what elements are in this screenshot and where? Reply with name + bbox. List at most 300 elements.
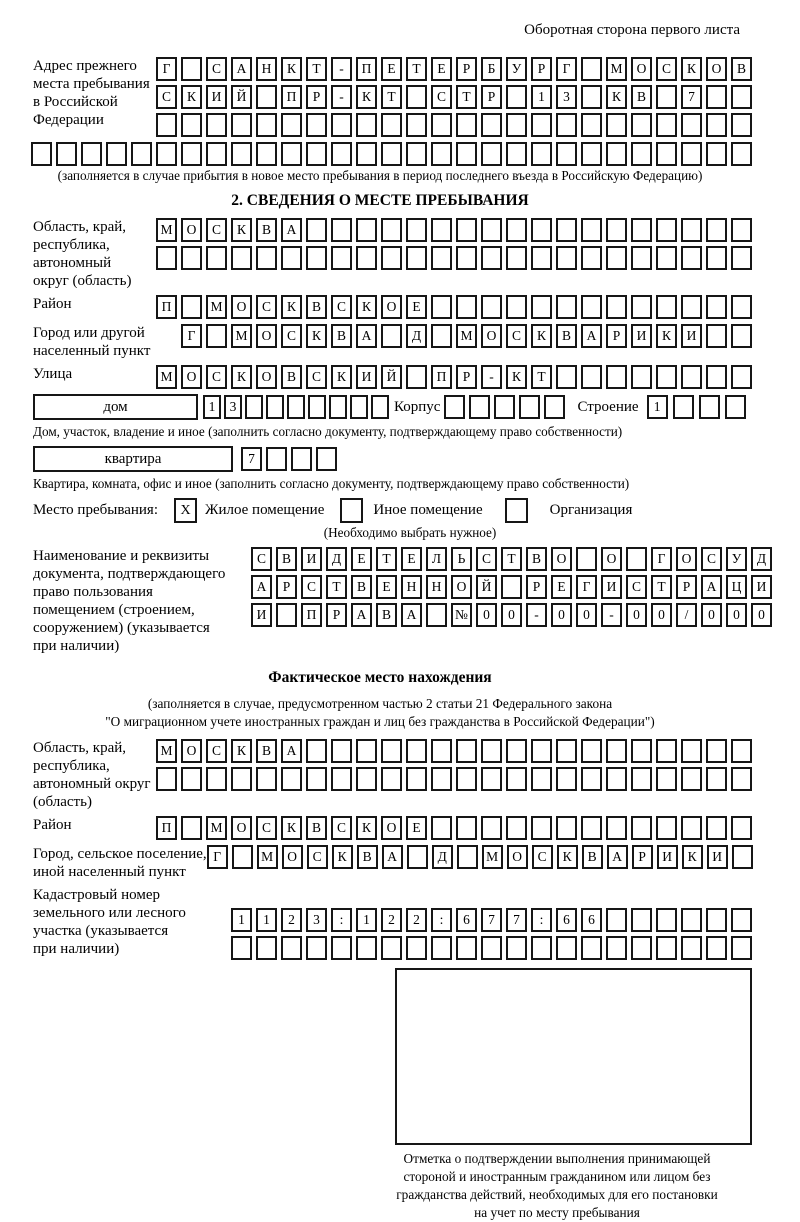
char-cell[interactable]: П xyxy=(431,365,452,389)
char-cell[interactable]: О xyxy=(181,365,202,389)
char-cell[interactable]: В xyxy=(582,845,603,869)
char-cell[interactable] xyxy=(556,246,577,270)
char-cell[interactable]: В xyxy=(731,57,752,81)
char-cell[interactable]: К xyxy=(531,324,552,348)
char-cell[interactable] xyxy=(506,113,527,137)
char-cell[interactable] xyxy=(481,739,502,763)
char-cell[interactable]: 0 xyxy=(626,603,647,627)
char-cell[interactable]: А xyxy=(231,57,252,81)
char-cell[interactable] xyxy=(581,246,602,270)
char-cell[interactable] xyxy=(506,85,527,109)
char-cell[interactable] xyxy=(581,739,602,763)
char-cell[interactable] xyxy=(731,365,752,389)
char-cell[interactable] xyxy=(481,767,502,791)
char-cell[interactable]: 2 xyxy=(281,908,302,932)
char-cell[interactable]: О xyxy=(451,575,472,599)
char-cell[interactable] xyxy=(731,324,752,348)
char-cell[interactable]: К xyxy=(281,816,302,840)
char-cell[interactable] xyxy=(631,142,652,166)
char-cell[interactable] xyxy=(531,936,552,960)
char-cell[interactable]: Е xyxy=(406,816,427,840)
char-cell[interactable] xyxy=(231,113,252,137)
char-cell[interactable]: С xyxy=(256,816,277,840)
char-cell[interactable]: Р xyxy=(276,575,297,599)
char-cell[interactable] xyxy=(206,142,227,166)
char-cell[interactable] xyxy=(431,816,452,840)
char-cell[interactable]: С xyxy=(301,575,322,599)
char-cell[interactable]: Р xyxy=(456,365,477,389)
char-cell[interactable]: Е xyxy=(351,547,372,571)
char-cell[interactable] xyxy=(606,739,627,763)
char-cell[interactable] xyxy=(681,767,702,791)
char-cell[interactable]: С xyxy=(306,365,327,389)
char-cell[interactable] xyxy=(681,113,702,137)
char-cell[interactable]: В xyxy=(376,603,397,627)
char-cell[interactable] xyxy=(631,816,652,840)
char-cell[interactable]: С xyxy=(532,845,553,869)
char-cell[interactable]: Т xyxy=(381,85,402,109)
char-cell[interactable] xyxy=(456,113,477,137)
char-cell[interactable] xyxy=(556,739,577,763)
char-cell[interactable] xyxy=(631,767,652,791)
char-cell[interactable] xyxy=(656,908,677,932)
char-cell[interactable] xyxy=(706,908,727,932)
char-cell[interactable] xyxy=(731,218,752,242)
char-cell[interactable] xyxy=(231,142,252,166)
char-cell[interactable] xyxy=(281,767,302,791)
char-cell[interactable] xyxy=(706,246,727,270)
char-cell[interactable] xyxy=(31,142,52,166)
char-cell[interactable]: И xyxy=(631,324,652,348)
char-cell[interactable] xyxy=(232,845,253,869)
char-cell[interactable]: С xyxy=(256,295,277,319)
char-cell[interactable]: К xyxy=(331,365,352,389)
char-cell[interactable] xyxy=(356,142,377,166)
char-cell[interactable] xyxy=(731,142,752,166)
char-cell[interactable] xyxy=(706,936,727,960)
char-cell[interactable]: П xyxy=(156,295,177,319)
char-cell[interactable] xyxy=(706,142,727,166)
char-cell[interactable] xyxy=(331,936,352,960)
char-cell[interactable] xyxy=(581,295,602,319)
char-cell[interactable]: К xyxy=(231,365,252,389)
char-cell[interactable]: Д xyxy=(406,324,427,348)
char-cell[interactable] xyxy=(681,218,702,242)
char-cell[interactable]: - xyxy=(331,85,352,109)
char-cell[interactable] xyxy=(181,295,202,319)
char-cell[interactable]: М xyxy=(156,365,177,389)
char-cell[interactable] xyxy=(331,246,352,270)
char-cell[interactable]: Р xyxy=(632,845,653,869)
char-cell[interactable] xyxy=(581,113,602,137)
char-cell[interactable]: О xyxy=(507,845,528,869)
char-cell[interactable]: - xyxy=(481,365,502,389)
char-cell[interactable] xyxy=(656,295,677,319)
char-cell[interactable] xyxy=(308,395,326,419)
char-cell[interactable]: П xyxy=(281,85,302,109)
house-type-box[interactable]: дом xyxy=(33,394,198,420)
char-cell[interactable]: Т xyxy=(306,57,327,81)
char-cell[interactable]: В xyxy=(276,547,297,571)
char-cell[interactable] xyxy=(606,767,627,791)
char-cell[interactable] xyxy=(731,767,752,791)
char-cell[interactable] xyxy=(181,246,202,270)
char-cell[interactable] xyxy=(581,218,602,242)
char-cell[interactable] xyxy=(381,218,402,242)
char-cell[interactable] xyxy=(656,246,677,270)
char-cell[interactable]: А xyxy=(281,218,302,242)
char-cell[interactable] xyxy=(306,218,327,242)
char-cell[interactable]: В xyxy=(281,365,302,389)
char-cell[interactable] xyxy=(656,767,677,791)
char-cell[interactable] xyxy=(356,218,377,242)
char-cell[interactable] xyxy=(431,142,452,166)
char-cell[interactable] xyxy=(631,908,652,932)
char-cell[interactable] xyxy=(469,395,490,419)
char-cell[interactable] xyxy=(306,936,327,960)
char-cell[interactable] xyxy=(431,295,452,319)
char-cell[interactable]: О xyxy=(231,295,252,319)
char-cell[interactable] xyxy=(606,218,627,242)
char-cell[interactable] xyxy=(531,767,552,791)
char-cell[interactable] xyxy=(181,142,202,166)
char-cell[interactable] xyxy=(56,142,77,166)
char-cell[interactable]: 1 xyxy=(231,908,252,932)
char-cell[interactable]: 2 xyxy=(381,908,402,932)
char-cell[interactable] xyxy=(725,395,746,419)
char-cell[interactable] xyxy=(706,85,727,109)
char-cell[interactable] xyxy=(706,816,727,840)
char-cell[interactable] xyxy=(706,324,727,348)
char-cell[interactable]: Е xyxy=(376,575,397,599)
char-cell[interactable]: Р xyxy=(526,575,547,599)
char-cell[interactable]: Т xyxy=(651,575,672,599)
char-cell[interactable]: 7 xyxy=(506,908,527,932)
char-cell[interactable]: Е xyxy=(551,575,572,599)
char-cell[interactable] xyxy=(456,246,477,270)
char-cell[interactable] xyxy=(656,113,677,137)
char-cell[interactable] xyxy=(699,395,720,419)
char-cell[interactable] xyxy=(381,936,402,960)
char-cell[interactable] xyxy=(506,739,527,763)
char-cell[interactable]: К xyxy=(682,845,703,869)
char-cell[interactable]: С xyxy=(281,324,302,348)
char-cell[interactable] xyxy=(431,739,452,763)
char-cell[interactable]: : xyxy=(531,908,552,932)
char-cell[interactable] xyxy=(156,246,177,270)
char-cell[interactable] xyxy=(406,142,427,166)
char-cell[interactable] xyxy=(581,816,602,840)
char-cell[interactable]: 0 xyxy=(551,603,572,627)
char-cell[interactable] xyxy=(256,246,277,270)
char-cell[interactable]: 6 xyxy=(556,908,577,932)
char-cell[interactable] xyxy=(156,767,177,791)
char-cell[interactable]: 3 xyxy=(306,908,327,932)
char-cell[interactable]: И xyxy=(356,365,377,389)
char-cell[interactable] xyxy=(731,936,752,960)
char-cell[interactable] xyxy=(656,85,677,109)
char-cell[interactable] xyxy=(331,113,352,137)
char-cell[interactable]: В xyxy=(357,845,378,869)
apartment-type-box[interactable]: квартира xyxy=(33,446,233,472)
char-cell[interactable] xyxy=(306,246,327,270)
char-cell[interactable]: А xyxy=(401,603,422,627)
char-cell[interactable]: / xyxy=(676,603,697,627)
char-cell[interactable]: 1 xyxy=(647,395,668,419)
char-cell[interactable] xyxy=(381,739,402,763)
char-cell[interactable]: В xyxy=(631,85,652,109)
char-cell[interactable]: С xyxy=(431,85,452,109)
char-cell[interactable]: И xyxy=(681,324,702,348)
char-cell[interactable] xyxy=(656,218,677,242)
char-cell[interactable]: С xyxy=(156,85,177,109)
char-cell[interactable] xyxy=(681,816,702,840)
char-cell[interactable]: С xyxy=(626,575,647,599)
char-cell[interactable]: М xyxy=(482,845,503,869)
char-cell[interactable] xyxy=(606,142,627,166)
char-cell[interactable]: П xyxy=(301,603,322,627)
char-cell[interactable]: - xyxy=(331,57,352,81)
char-cell[interactable] xyxy=(381,324,402,348)
char-cell[interactable] xyxy=(406,767,427,791)
char-cell[interactable] xyxy=(731,113,752,137)
char-cell[interactable]: С xyxy=(331,816,352,840)
char-cell[interactable] xyxy=(231,246,252,270)
char-cell[interactable]: О xyxy=(181,218,202,242)
char-cell[interactable] xyxy=(626,547,647,571)
char-cell[interactable]: К xyxy=(281,57,302,81)
char-cell[interactable]: К xyxy=(181,85,202,109)
char-cell[interactable] xyxy=(606,936,627,960)
char-cell[interactable] xyxy=(381,113,402,137)
char-cell[interactable] xyxy=(606,113,627,137)
char-cell[interactable]: В xyxy=(256,739,277,763)
char-cell[interactable]: О xyxy=(282,845,303,869)
char-cell[interactable] xyxy=(291,447,312,471)
char-cell[interactable] xyxy=(581,57,602,81)
char-cell[interactable]: И xyxy=(657,845,678,869)
char-cell[interactable] xyxy=(519,395,540,419)
char-cell[interactable] xyxy=(556,365,577,389)
char-cell[interactable]: 1 xyxy=(531,85,552,109)
char-cell[interactable] xyxy=(356,739,377,763)
dwelling-checkbox[interactable]: X xyxy=(174,498,197,523)
char-cell[interactable] xyxy=(431,767,452,791)
char-cell[interactable] xyxy=(481,936,502,960)
char-cell[interactable] xyxy=(531,739,552,763)
char-cell[interactable] xyxy=(456,218,477,242)
char-cell[interactable]: 6 xyxy=(456,908,477,932)
char-cell[interactable]: О xyxy=(631,57,652,81)
char-cell[interactable] xyxy=(431,936,452,960)
char-cell[interactable] xyxy=(506,936,527,960)
char-cell[interactable]: Ь xyxy=(451,547,472,571)
char-cell[interactable]: Е xyxy=(401,547,422,571)
char-cell[interactable] xyxy=(606,908,627,932)
char-cell[interactable] xyxy=(731,246,752,270)
char-cell[interactable] xyxy=(556,218,577,242)
char-cell[interactable] xyxy=(406,246,427,270)
char-cell[interactable] xyxy=(556,113,577,137)
char-cell[interactable] xyxy=(731,739,752,763)
char-cell[interactable] xyxy=(350,395,368,419)
char-cell[interactable] xyxy=(431,246,452,270)
char-cell[interactable] xyxy=(706,295,727,319)
char-cell[interactable]: С xyxy=(331,295,352,319)
char-cell[interactable]: Б xyxy=(481,57,502,81)
char-cell[interactable]: К xyxy=(506,365,527,389)
char-cell[interactable] xyxy=(681,365,702,389)
char-cell[interactable] xyxy=(444,395,465,419)
char-cell[interactable]: П xyxy=(356,57,377,81)
char-cell[interactable] xyxy=(331,767,352,791)
char-cell[interactable] xyxy=(731,908,752,932)
char-cell[interactable] xyxy=(531,295,552,319)
char-cell[interactable]: И xyxy=(601,575,622,599)
char-cell[interactable] xyxy=(506,816,527,840)
char-cell[interactable] xyxy=(506,246,527,270)
char-cell[interactable] xyxy=(281,113,302,137)
char-cell[interactable] xyxy=(501,575,522,599)
char-cell[interactable] xyxy=(156,142,177,166)
char-cell[interactable] xyxy=(656,936,677,960)
char-cell[interactable]: О xyxy=(256,365,277,389)
char-cell[interactable]: И xyxy=(751,575,772,599)
char-cell[interactable]: Р xyxy=(676,575,697,599)
char-cell[interactable] xyxy=(406,218,427,242)
char-cell[interactable]: А xyxy=(281,739,302,763)
char-cell[interactable]: П xyxy=(156,816,177,840)
char-cell[interactable] xyxy=(407,845,428,869)
char-cell[interactable] xyxy=(531,113,552,137)
char-cell[interactable]: Е xyxy=(381,57,402,81)
char-cell[interactable] xyxy=(681,295,702,319)
char-cell[interactable]: Ц xyxy=(726,575,747,599)
char-cell[interactable]: Т xyxy=(376,547,397,571)
char-cell[interactable] xyxy=(81,142,102,166)
char-cell[interactable] xyxy=(506,295,527,319)
char-cell[interactable]: У xyxy=(506,57,527,81)
char-cell[interactable] xyxy=(506,142,527,166)
char-cell[interactable] xyxy=(631,936,652,960)
char-cell[interactable]: К xyxy=(356,295,377,319)
char-cell[interactable]: С xyxy=(251,547,272,571)
char-cell[interactable] xyxy=(556,767,577,791)
char-cell[interactable] xyxy=(371,395,389,419)
char-cell[interactable] xyxy=(531,816,552,840)
char-cell[interactable] xyxy=(306,113,327,137)
char-cell[interactable]: К xyxy=(231,739,252,763)
char-cell[interactable] xyxy=(631,218,652,242)
char-cell[interactable]: Н xyxy=(256,57,277,81)
char-cell[interactable] xyxy=(706,767,727,791)
char-cell[interactable] xyxy=(706,365,727,389)
char-cell[interactable]: Г xyxy=(207,845,228,869)
char-cell[interactable]: Л xyxy=(426,547,447,571)
char-cell[interactable]: Г xyxy=(556,57,577,81)
char-cell[interactable] xyxy=(531,142,552,166)
char-cell[interactable]: Д xyxy=(432,845,453,869)
char-cell[interactable] xyxy=(656,739,677,763)
char-cell[interactable]: Р xyxy=(306,85,327,109)
char-cell[interactable] xyxy=(606,295,627,319)
char-cell[interactable]: В xyxy=(351,575,372,599)
char-cell[interactable]: К xyxy=(656,324,677,348)
char-cell[interactable] xyxy=(631,113,652,137)
char-cell[interactable]: А xyxy=(356,324,377,348)
char-cell[interactable] xyxy=(581,365,602,389)
char-cell[interactable]: О xyxy=(551,547,572,571)
char-cell[interactable] xyxy=(706,113,727,137)
char-cell[interactable]: К xyxy=(306,324,327,348)
char-cell[interactable]: М xyxy=(257,845,278,869)
char-cell[interactable] xyxy=(306,767,327,791)
char-cell[interactable]: Й xyxy=(476,575,497,599)
char-cell[interactable] xyxy=(381,767,402,791)
char-cell[interactable] xyxy=(481,246,502,270)
char-cell[interactable]: К xyxy=(231,218,252,242)
char-cell[interactable]: М xyxy=(156,218,177,242)
char-cell[interactable]: Р xyxy=(481,85,502,109)
char-cell[interactable]: 0 xyxy=(501,603,522,627)
char-cell[interactable] xyxy=(481,113,502,137)
char-cell[interactable]: М xyxy=(456,324,477,348)
char-cell[interactable]: У xyxy=(726,547,747,571)
char-cell[interactable] xyxy=(681,739,702,763)
char-cell[interactable]: А xyxy=(251,575,272,599)
char-cell[interactable]: К xyxy=(281,295,302,319)
char-cell[interactable]: Й xyxy=(231,85,252,109)
char-cell[interactable]: Н xyxy=(401,575,422,599)
char-cell[interactable]: А xyxy=(701,575,722,599)
char-cell[interactable]: С xyxy=(206,57,227,81)
char-cell[interactable] xyxy=(681,908,702,932)
char-cell[interactable]: 0 xyxy=(576,603,597,627)
char-cell[interactable] xyxy=(281,936,302,960)
char-cell[interactable] xyxy=(356,113,377,137)
char-cell[interactable]: М xyxy=(206,816,227,840)
char-cell[interactable]: И xyxy=(707,845,728,869)
char-cell[interactable]: 0 xyxy=(726,603,747,627)
char-cell[interactable] xyxy=(231,936,252,960)
char-cell[interactable] xyxy=(656,816,677,840)
char-cell[interactable]: 1 xyxy=(356,908,377,932)
char-cell[interactable] xyxy=(356,767,377,791)
char-cell[interactable] xyxy=(256,767,277,791)
char-cell[interactable]: С xyxy=(476,547,497,571)
char-cell[interactable]: 0 xyxy=(651,603,672,627)
char-cell[interactable]: С xyxy=(206,739,227,763)
char-cell[interactable]: Е xyxy=(406,295,427,319)
char-cell[interactable]: 7 xyxy=(681,85,702,109)
char-cell[interactable] xyxy=(256,113,277,137)
char-cell[interactable]: 1 xyxy=(203,395,221,419)
char-cell[interactable] xyxy=(681,142,702,166)
char-cell[interactable] xyxy=(531,218,552,242)
char-cell[interactable] xyxy=(316,447,337,471)
char-cell[interactable] xyxy=(606,816,627,840)
char-cell[interactable]: № xyxy=(451,603,472,627)
char-cell[interactable] xyxy=(331,218,352,242)
char-cell[interactable] xyxy=(256,85,277,109)
char-cell[interactable] xyxy=(456,739,477,763)
char-cell[interactable] xyxy=(131,142,152,166)
char-cell[interactable] xyxy=(456,295,477,319)
char-cell[interactable]: В xyxy=(331,324,352,348)
char-cell[interactable] xyxy=(306,142,327,166)
char-cell[interactable]: 7 xyxy=(241,447,262,471)
char-cell[interactable]: Р xyxy=(606,324,627,348)
